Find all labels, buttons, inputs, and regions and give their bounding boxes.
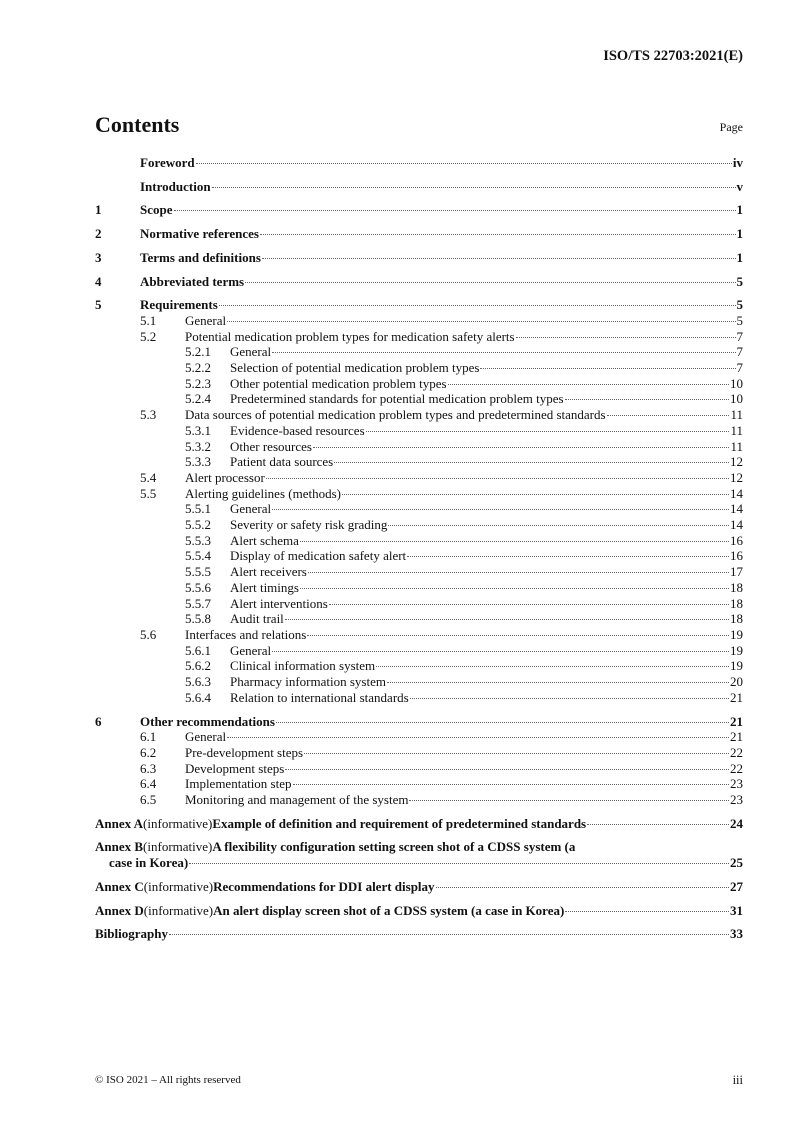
toc-entry[interactable]	[95, 501, 743, 517]
dot-leader	[436, 887, 729, 888]
toc-entry-number: 5.2	[140, 328, 157, 344]
bibliography-page: 33	[730, 926, 743, 942]
toc-entry-page: 11	[730, 438, 743, 454]
toc-entry-page: 14	[730, 485, 743, 501]
toc-entry-number: 6.3	[140, 760, 157, 776]
toc-entry-number: 2	[95, 226, 102, 242]
toc-entry-page: 20	[730, 674, 743, 690]
toc-entry-page: 10	[730, 375, 743, 391]
toc-entry-page: 14	[730, 501, 743, 517]
toc-entry-title: Patient data sources	[230, 454, 334, 470]
dot-leader	[376, 666, 729, 667]
toc-annex-entry[interactable]	[95, 903, 743, 919]
toc-entry[interactable]	[95, 454, 743, 470]
toc-entry-title: Scope	[140, 202, 173, 218]
dot-leader	[293, 784, 729, 785]
toc-entry-number: 5.6.3	[185, 674, 211, 690]
toc-entry-number: 5.3.1	[185, 422, 211, 438]
toc-entry-page: 19	[730, 642, 743, 658]
toc-entry[interactable]	[95, 596, 743, 612]
dot-leader	[262, 258, 736, 259]
toc-entry-title: Development steps	[185, 760, 285, 776]
dot-leader	[329, 604, 729, 605]
annex-page: 24	[730, 815, 743, 831]
toc-entry-title: General	[185, 312, 227, 328]
toc-entry[interactable]	[95, 643, 743, 659]
toc-entry-number: 6.4	[140, 776, 157, 792]
toc-entry-number: 5.2.3	[185, 375, 211, 391]
dot-leader	[174, 210, 736, 211]
table-of-contents	[95, 155, 743, 942]
toc-entry[interactable]	[95, 761, 743, 777]
toc-entry-number: 4	[95, 273, 102, 289]
toc-entry-page: 11	[730, 407, 743, 423]
dot-leader	[245, 282, 735, 283]
toc-entry[interactable]	[95, 313, 743, 329]
toc-entry-title: Interfaces and relations	[185, 626, 307, 642]
toc-annex-entry[interactable]	[95, 816, 743, 832]
toc-entry-title: Alerting guidelines (methods)	[185, 485, 341, 501]
toc-entry-title: Potential medication problem types for medication safety alerts	[185, 328, 515, 344]
toc-entry-title: General	[230, 344, 272, 360]
toc-entry-number: 6	[95, 713, 102, 729]
toc-entry-title: Severity or safety risk grading	[230, 517, 388, 533]
dot-leader	[313, 447, 730, 448]
toc-entry-page: 7	[736, 360, 743, 376]
annex-title-continued: case in Korea)	[109, 855, 189, 871]
toc-entry[interactable]	[95, 179, 743, 195]
annex-informative: (informative)	[143, 878, 214, 894]
dot-leader	[342, 494, 729, 495]
dot-leader	[266, 478, 729, 479]
toc-annex-entry[interactable]	[95, 879, 743, 895]
toc-entry-title: Selection of potential medication problem types	[230, 360, 480, 376]
toc-entry-number: 5.3	[140, 407, 157, 423]
dot-leader	[565, 399, 729, 400]
toc-entry[interactable]	[95, 470, 743, 486]
toc-entry-title: Alert receivers	[230, 564, 307, 580]
annex-label: Annex B	[95, 839, 144, 855]
annex-page: 25	[730, 855, 743, 871]
toc-entry[interactable]	[95, 329, 743, 345]
toc-entry[interactable]	[95, 564, 743, 580]
toc-entry[interactable]	[95, 690, 743, 706]
toc-entry-page: v	[736, 178, 743, 194]
dot-leader	[169, 934, 729, 935]
toc-entry-number: 3	[95, 249, 102, 265]
toc-entry[interactable]	[95, 674, 743, 690]
page-title: Contents	[95, 112, 180, 137]
toc-entry[interactable]	[95, 439, 743, 455]
annex-label: Annex C	[95, 878, 144, 894]
dot-leader	[410, 698, 729, 699]
toc-entry[interactable]	[95, 250, 743, 266]
dot-leader	[285, 769, 729, 770]
dot-leader	[334, 462, 729, 463]
toc-entry-number: 5.1	[140, 312, 157, 328]
toc-entry[interactable]	[95, 274, 743, 290]
toc-entry-number: 1	[95, 202, 102, 218]
dot-leader	[480, 368, 735, 369]
toc-entry[interactable]	[95, 344, 743, 360]
toc-entry-page: 14	[730, 517, 743, 533]
toc-entry-page: 17	[730, 564, 743, 580]
dot-leader	[300, 588, 729, 589]
dot-leader	[219, 305, 736, 306]
toc-entry-page: 23	[730, 792, 743, 808]
dot-leader	[272, 651, 729, 652]
dot-leader	[407, 556, 729, 557]
toc-entry-number: 5.5.2	[185, 517, 211, 533]
toc-entry-title: Relation to international standards	[230, 689, 409, 705]
toc-entry-number: 5.4	[140, 469, 157, 485]
toc-entry[interactable]	[95, 376, 743, 392]
toc-entry-number: 5.5	[140, 485, 157, 501]
toc-entry-page: 1	[736, 202, 743, 218]
dot-leader	[272, 509, 729, 510]
toc-entry-number: 5.5.1	[185, 501, 211, 517]
dot-leader	[285, 619, 729, 620]
toc-entry-title: Pre-development steps	[185, 744, 304, 760]
toc-bibliography[interactable]	[95, 926, 743, 942]
toc-entry-title: Terms and definitions	[140, 249, 261, 265]
toc-entry[interactable]	[95, 580, 743, 596]
toc-entry-number: 5	[95, 297, 102, 313]
toc-entry-title: Alert schema	[230, 532, 299, 548]
copyright-footer: © ISO 2021 – All rights reserved	[95, 1074, 241, 1086]
toc-entry-page: 12	[730, 469, 743, 485]
dot-leader	[189, 863, 729, 864]
dot-leader	[276, 722, 729, 723]
dot-leader	[388, 525, 729, 526]
dot-leader	[565, 911, 729, 912]
toc-entry-title: Alert processor	[185, 469, 265, 485]
toc-entry-page: iv	[732, 155, 743, 170]
dot-leader	[300, 541, 729, 542]
toc-entry-page: 19	[730, 658, 743, 674]
toc-entry-number: 5.3.3	[185, 454, 211, 470]
toc-entry-page: 5	[736, 273, 743, 289]
toc-entry-number: 5.2.1	[185, 344, 211, 360]
toc-entry-page: 19	[730, 626, 743, 642]
toc-entry-title: Monitoring and management of the system	[185, 792, 409, 808]
dot-leader	[227, 321, 735, 322]
toc-entry-title: General	[230, 501, 272, 517]
toc-entry[interactable]	[95, 517, 743, 533]
toc-entry-page: 16	[730, 532, 743, 548]
dot-leader	[227, 737, 729, 738]
dot-leader	[308, 572, 729, 573]
toc-entry[interactable]	[95, 155, 743, 171]
toc-entry-number: 5.6.1	[185, 642, 211, 658]
toc-entry-number: 5.5.4	[185, 548, 211, 564]
toc-entry-number: 6.1	[140, 729, 157, 745]
toc-entry[interactable]	[95, 548, 743, 564]
toc-entry-title: Evidence-based resources	[230, 422, 365, 438]
annex-title: A flexibility configuration setting screen shot of a CDSS system (a	[212, 839, 576, 855]
toc-entry-page: 5	[736, 297, 743, 313]
dot-leader	[448, 384, 729, 385]
toc-entry-title: Predetermined standards for potential medication problem types	[230, 391, 564, 407]
dot-leader	[307, 635, 729, 636]
toc-entry-page: 7	[736, 328, 743, 344]
toc-entry[interactable]	[95, 297, 743, 313]
dot-leader	[587, 824, 729, 825]
dot-leader	[607, 415, 730, 416]
toc-entry-page: 21	[730, 729, 743, 745]
document-id: ISO/TS 22703:2021(E)	[603, 48, 743, 64]
toc-entry-page: 18	[730, 579, 743, 595]
toc-entry-page: 18	[730, 611, 743, 627]
annex-page: 31	[730, 902, 743, 918]
toc-entry-page: 22	[730, 744, 743, 760]
toc-entry[interactable]	[95, 714, 743, 730]
toc-entry-title: Clinical information system	[230, 658, 376, 674]
toc-entry-title: Other resources	[230, 438, 312, 454]
toc-entry-page: 21	[730, 713, 743, 729]
annex-label: Annex D	[95, 902, 144, 918]
toc-entry-page: 18	[730, 595, 743, 611]
dot-leader	[409, 800, 729, 801]
toc-entry-page: 10	[730, 391, 743, 407]
toc-entry-page: 21	[730, 689, 743, 705]
toc-entry-number: 5.5.6	[185, 579, 211, 595]
toc-entry[interactable]	[95, 792, 743, 808]
annex-title: Example of definition and requirement of predetermined standards	[212, 815, 587, 831]
annex-title: An alert display screen shot of a CDSS system (a case in Korea)	[213, 902, 565, 918]
toc-entry-number: 5.3.2	[185, 438, 211, 454]
annex-label: Annex A	[95, 815, 144, 831]
toc-entry[interactable]	[95, 745, 743, 761]
toc-entry-number: 5.2.4	[185, 391, 211, 407]
toc-entry-title: Implementation step	[185, 776, 292, 792]
toc-entry-page: 16	[730, 548, 743, 564]
toc-entry-title: General	[230, 642, 272, 658]
toc-entry-number: 5.5.7	[185, 595, 211, 611]
dot-leader	[260, 234, 736, 235]
toc-entry-number: 6.2	[140, 744, 157, 760]
dot-leader	[366, 431, 730, 432]
toc-entry[interactable]	[95, 611, 743, 627]
toc-entry[interactable]	[95, 627, 743, 643]
toc-entry-page: 7	[736, 344, 743, 360]
toc-entry-number: 6.5	[140, 792, 157, 808]
toc-entry-number: 5.6.2	[185, 658, 211, 674]
dot-leader	[196, 163, 732, 164]
toc-entry-number: 5.5.8	[185, 611, 211, 627]
dot-leader	[304, 753, 729, 754]
dot-leader	[272, 352, 735, 353]
toc-entry-page: 22	[730, 760, 743, 776]
toc-entry[interactable]	[95, 423, 743, 439]
toc-entry[interactable]	[95, 533, 743, 549]
toc-entry[interactable]	[95, 486, 743, 502]
toc-entry-title: Other potential medication problem types	[230, 375, 447, 391]
toc-entry-page: 12	[730, 454, 743, 470]
toc-entry-page: 23	[730, 776, 743, 792]
toc-entry-title: Audit trail	[230, 611, 284, 627]
toc-entry[interactable]	[95, 360, 743, 376]
toc-entry-title: Display of medication safety alert	[230, 548, 407, 564]
toc-entry-title: General	[185, 729, 227, 745]
toc-entry-number: 5.6.4	[185, 689, 211, 705]
toc-annex-entry[interactable]	[95, 839, 743, 855]
toc-entry-number: 5.5.3	[185, 532, 211, 548]
toc-entry-page: 5	[736, 312, 743, 328]
annex-page: 27	[730, 878, 743, 894]
toc-entry-title: Normative references	[140, 226, 259, 242]
toc-entry-number: 5.6	[140, 626, 157, 642]
toc-entry-title: Pharmacy information system	[230, 674, 386, 690]
bibliography-title: Bibliography	[95, 926, 168, 942]
toc-entry[interactable]	[95, 407, 743, 423]
toc-entry-number: 5.2.2	[185, 360, 211, 376]
toc-entry-page: 11	[730, 422, 743, 438]
toc-entry-title: Abbreviated terms	[140, 273, 245, 289]
toc-entry-page: 1	[736, 249, 743, 265]
toc-entry[interactable]	[95, 391, 743, 407]
toc-entry[interactable]	[95, 202, 743, 218]
annex-title: Recommendations for DDI alert display	[213, 878, 435, 894]
toc-entry[interactable]	[95, 776, 743, 792]
annex-informative: (informative)	[143, 815, 213, 831]
toc-entry-number: 5.5.5	[185, 564, 211, 580]
toc-entry-title: Data sources of potential medication problem types and predetermined standards	[185, 407, 606, 423]
dot-leader	[516, 337, 736, 338]
toc-entry-page: 1	[736, 226, 743, 242]
annex-informative: (informative)	[143, 839, 213, 855]
toc-entry[interactable]	[95, 729, 743, 745]
toc-entry[interactable]	[95, 226, 743, 242]
dot-leader	[212, 187, 736, 188]
toc-entry-title: Other recommendations	[140, 713, 275, 729]
toc-entry-title: Alert timings	[230, 579, 299, 595]
page-number: iii	[732, 1073, 743, 1087]
toc-entry-title: Introduction	[140, 178, 211, 194]
toc-annex-entry-continued[interactable]	[95, 855, 743, 871]
toc-entry-title: Foreword	[140, 155, 195, 170]
toc-entry-title: Requirements	[140, 297, 218, 313]
toc-entry-title: Alert interventions	[230, 595, 328, 611]
page-column-label: Page	[719, 120, 743, 134]
dot-leader	[387, 682, 729, 683]
toc-entry[interactable]	[95, 658, 743, 674]
annex-informative: (informative)	[143, 902, 214, 918]
